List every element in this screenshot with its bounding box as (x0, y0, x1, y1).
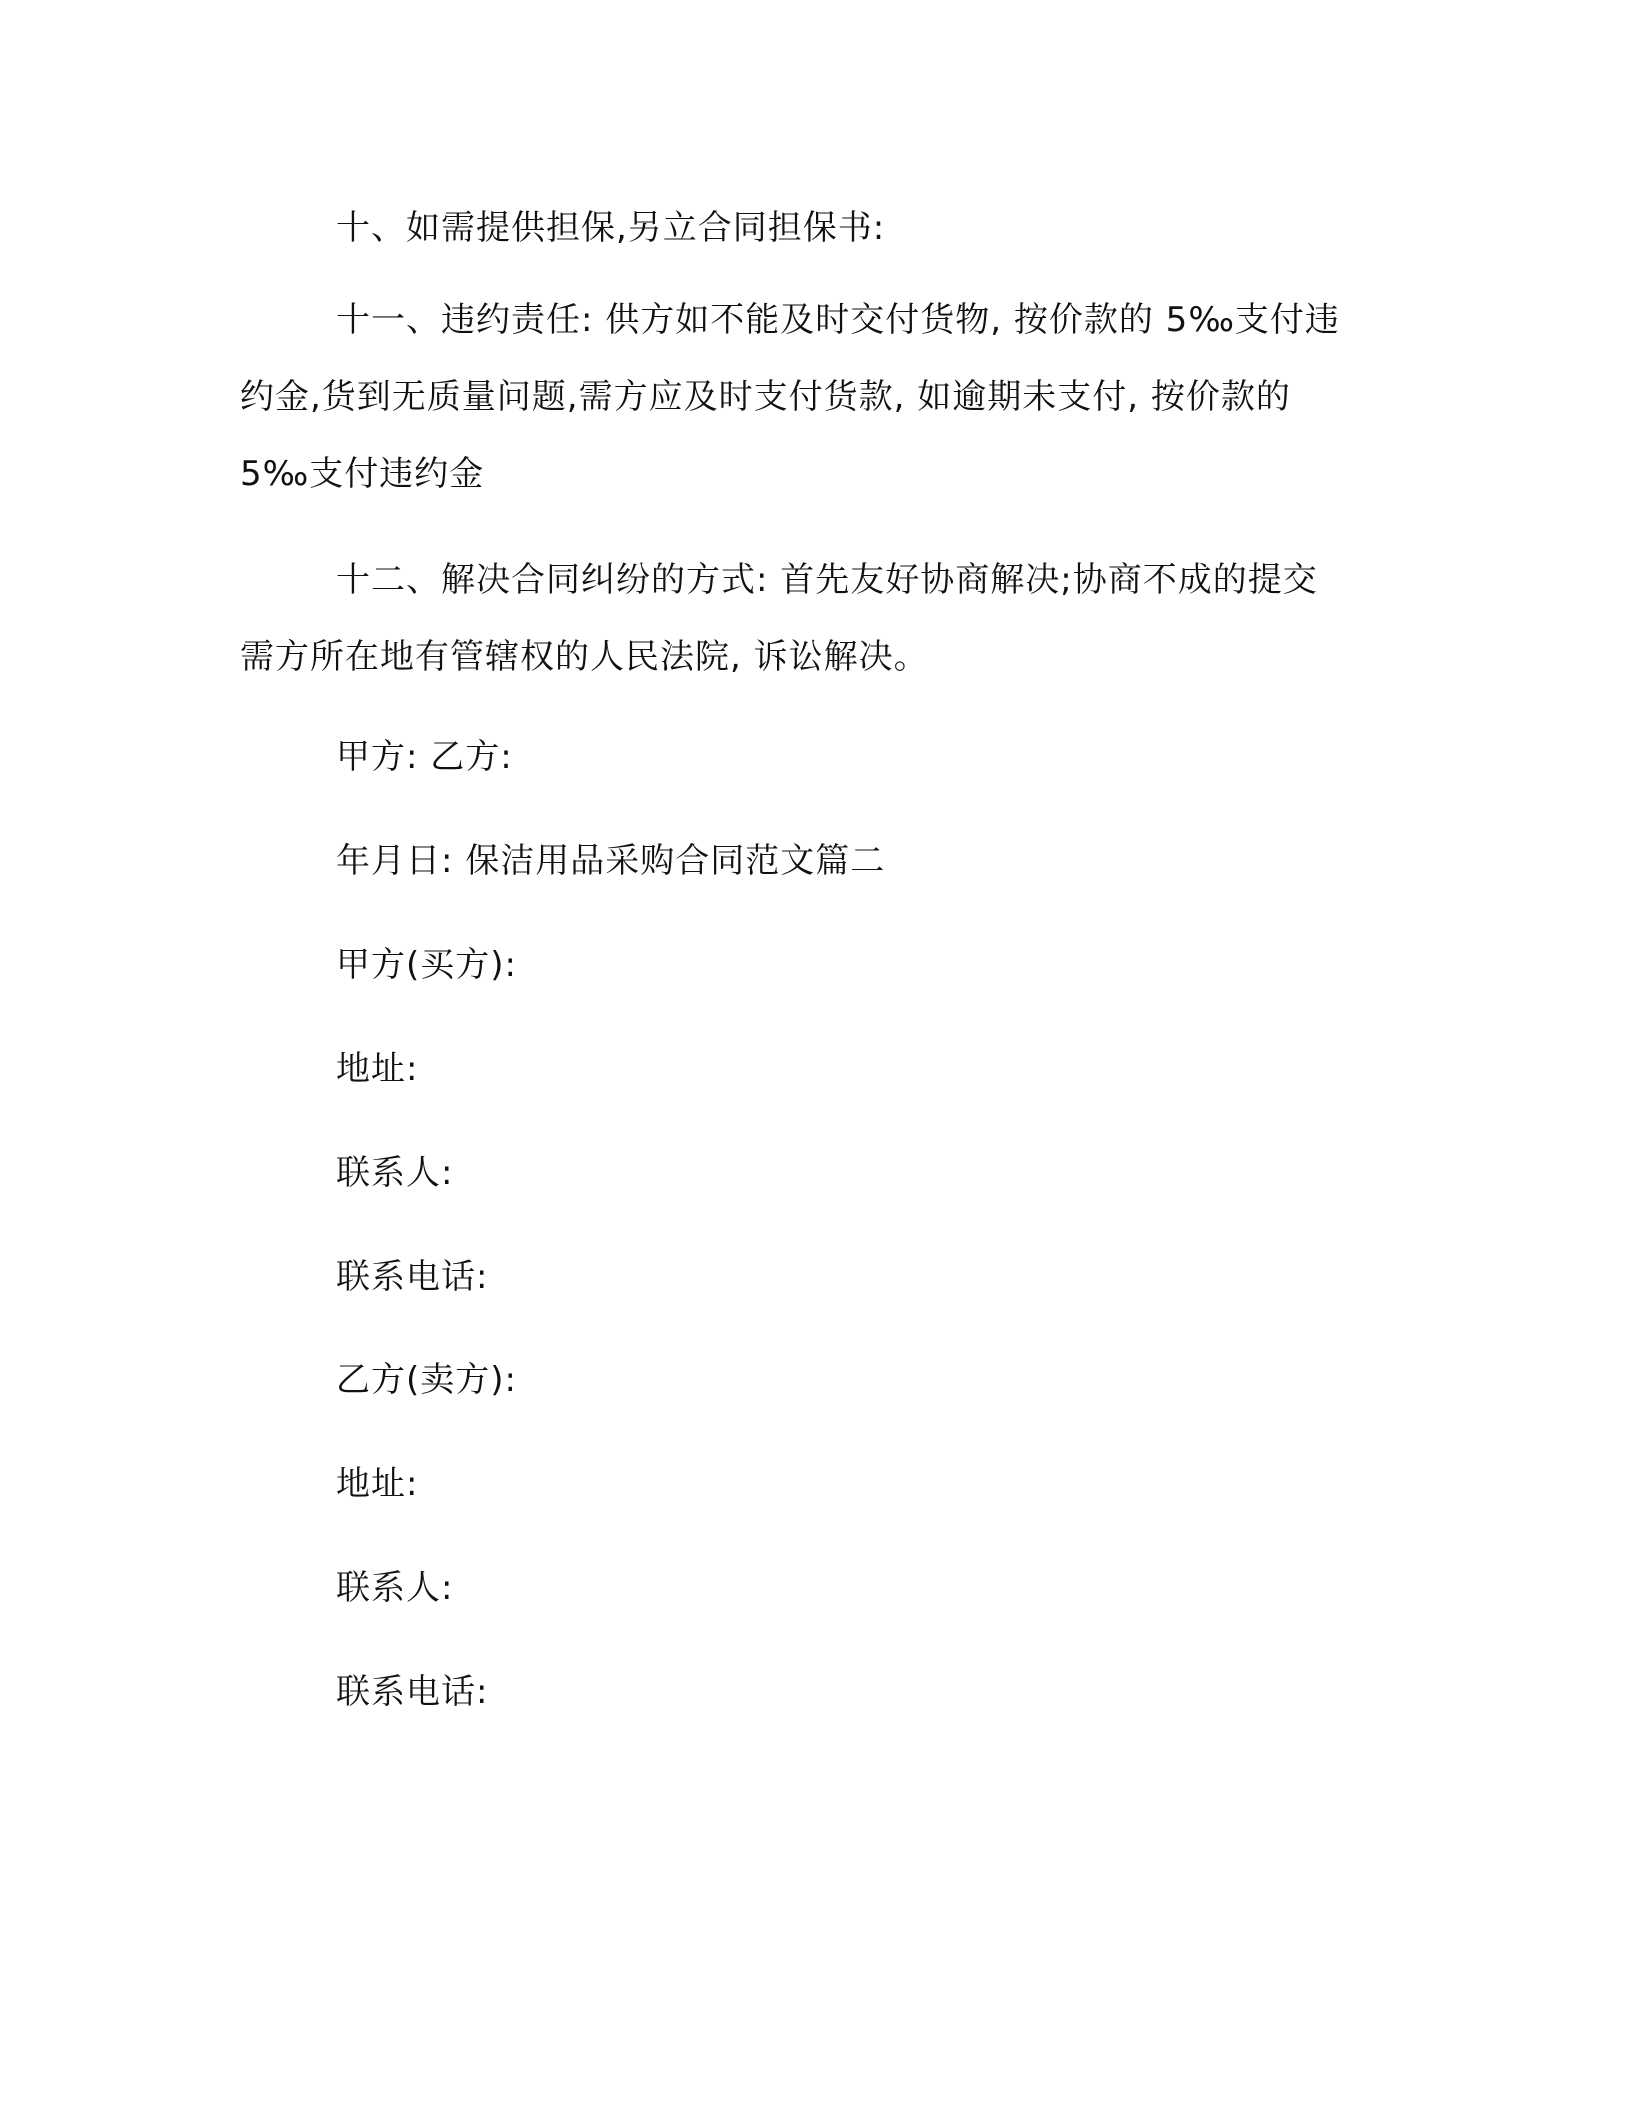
party-b-address: 地址: (336, 1464, 419, 1504)
party-b-contact: 联系人: (336, 1568, 454, 1608)
clause-10 (240, 190, 1380, 267)
party-a-phone: 联系电话: (336, 1257, 489, 1297)
clause-11-line-1: 十一、违约责任: 供方如不能及时交付货物, 按价款的 5‰支付违 (336, 300, 1340, 340)
clause-12 (240, 542, 1380, 696)
party-b-phone: 联系电话: (336, 1672, 489, 1712)
clause-12-line-2: 需方所在地有管辖权的人民法院, 诉讼解决。 (240, 637, 929, 677)
signature-line: 甲方: 乙方: (336, 737, 513, 777)
clause-11-line-3: 5‰支付违约金 (240, 454, 485, 494)
date-line: 年月日: 保洁用品采购合同范文篇二 (336, 841, 886, 881)
clause-10-text: 十、如需提供担保,另立合同担保书: (336, 208, 886, 248)
party-a-contact: 联系人: (336, 1153, 454, 1193)
party-b-title: 乙方(卖方): (336, 1360, 517, 1400)
clause-11-line-2: 约金,货到无质量问题,需方应及时支付货款, 如逾期未支付, 按价款的 (240, 377, 1291, 417)
clause-12-line-1: 十二、解决合同纠纷的方式: 首先友好协商解决;协商不成的提交 (336, 560, 1318, 600)
party-a-title: 甲方(买方): (336, 945, 517, 985)
clause-11 (240, 282, 1380, 513)
party-a-address: 地址: (336, 1049, 419, 1089)
